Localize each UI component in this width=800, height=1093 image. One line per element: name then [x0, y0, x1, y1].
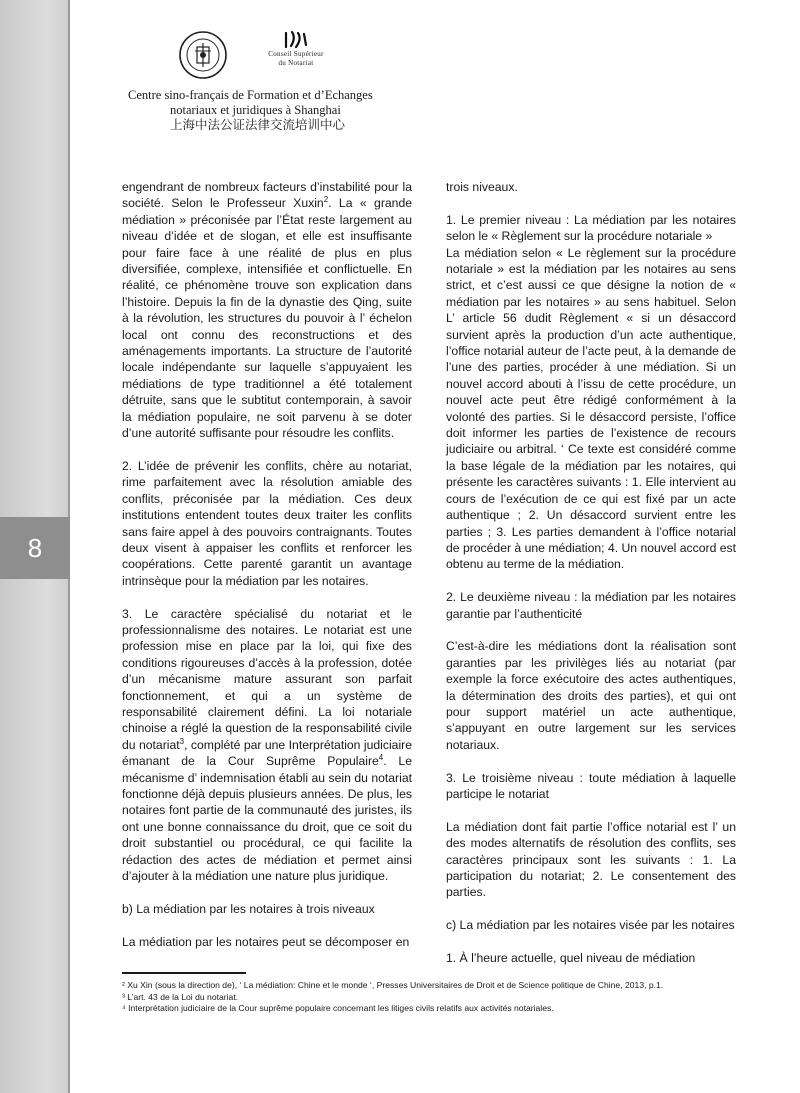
right-paragraph-1: trois niveaux.	[446, 180, 518, 194]
right-column	[446, 179, 736, 966]
left-paragraph-1: engendrant de nombreux facteurs d’instabilité pour la société. Selon le Professeur Xuxin$^2$. La « grande médiation » préconisée par l’État reste largement au niveau d’idée et de slogan, et elle est insuffisante pour faire face à une réalité de plus en plus diversifiée, complexe, intensifiée et conflictuelle. En réalité, ce phénomène trouve son explication dans l’histoire. Depuis la fin de la dynastie des Qing, suite à la révolution, les structures du pouvoir à l’ échelon local ont connu des reconstructions et des aménagements importants. La structure de l’autorité locale indépendante sur laquelle s’appuyaient les médiations de type traditionnel a été totalement détruite, sans que le subtitut contemporain, à savoir la médiation populaire, ne soit parvenu à se doter d’une autorité suffisante pour résoudre les conflits.	[122, 180, 413, 441]
centre-name	[128, 88, 428, 133]
footnote-divider	[122, 972, 246, 974]
header-logos	[178, 30, 418, 85]
council-name	[236, 50, 356, 68]
footnote-ref-2: 2	[323, 195, 329, 205]
right-paragraph-7: 1. À l’heure actuelle, quel niveau de médiation	[446, 950, 696, 965]
right-paragraph-4: C’est-à-dire les médiations dont la réalisation sont garanties par les privilèges liés au notariat (par exemple la force exécutoire des actes authentiques, la détermination des droits des parties), et qui ont pour support matériel un acte authentique, s’appuyant en outre largement sur les services notariaux.	[446, 639, 736, 752]
section-heading-c: c) La médiation par les notaires visée par les notaires	[446, 918, 735, 933]
footnote-4: ⁴ Interprétation judiciaire de la Cour suprême populaire concernant les litiges civils relatifs aux activités notariales.	[122, 1003, 554, 1013]
footnote-3: ³ L’art. 43 de la Loi du notariat.	[122, 991, 239, 1002]
left-column	[122, 179, 412, 950]
left-paragraph-3: 3. Le caractère spécialisé du notariat et le professionnalisme des notaires. Le notariat est une profession mise en place par la loi, qui fixe des conditions rigoureuses d’accès à la profession, dotée d’un mécanisme mature assurant son parfait fonctionnement, et qui a un système de responsabilité clairement défini. La loi notariale chinoise a réglé la question de la responsabilité civile du notariat$^3$, complété par une Interprétation judiciaire émanant de la Cour Suprême Populaire$^4$. Le mécanisme d’ indemnisation établi au sein du notariat fonctionne déjà depuis plusieurs années. De plus, les notaires font partie de la communauté des juristes, ils ont une bonne connaissance du droit, que ce soit du droit substantiel ou procédural, ce qui facilite la rédaction des actes de médiation et permet ainsi d’ajouter à la médiation une nature plus juridique.	[122, 606, 412, 884]
left-paragraph-4: La médiation par les notaires peut se décomposer en	[122, 934, 410, 949]
council-name-line1: Conseil Supérieur	[268, 50, 324, 58]
notariat-emblem-icon	[236, 30, 356, 50]
centre-name-line3: 上海中法公证法律交流培训中心	[170, 118, 346, 132]
conseil-superieur-logo	[236, 30, 356, 85]
level-3-title: 3. Le troisième niveau : toute médiation à laquelle participe le notariat	[446, 770, 736, 801]
centre-name-line2: notariaux et juridiques à Shanghai	[170, 103, 341, 117]
centre-seal-logo	[178, 30, 228, 80]
right-paragraph-6: La médiation dont fait partie l’office notarial est l’ un des modes alternatifs de résolution des conflits, ses caractères principaux sont les suivants : 1. La participation du notariat; 2. Le consentement des parties.	[446, 819, 736, 900]
right-paragraph-2	[446, 212, 736, 573]
footnote-ref-3: 3	[179, 736, 185, 746]
level-1-title: 1. Le premier niveau : La médiation par les notaires selon le « Règlement sur la procédure notariale »	[446, 212, 736, 244]
centre-name-line1: Centre sino-français de Formation et d’Echanges	[128, 88, 373, 102]
left-paragraph-2: 2. L’idée de prévenir les conflits, chère au notariat, rime parfaitement avec la résolution amiable des conflits, préconisée par la médiation. Ces deux institutions entendent toutes deux traiter les conflits sans faire appel à des pouvoirs contraignants. Toutes deux visent à appaiser les conflits et renforcer les coopérations. Cette parenté garantit un avantage intrinsèque pour la médiation par les notaires.	[122, 458, 412, 588]
footnotes	[122, 980, 762, 1015]
footnote-2: ² Xu Xin (sous la direction de), ‘ La médiation: Chine et le monde ‘, Presses Universitaires de Droit et de Science politique de Chine, 2013, p.1.	[122, 980, 664, 990]
section-heading-b: b) La médiation par les notaires à trois niveaux	[122, 901, 375, 916]
page-number: 8	[27, 532, 43, 563]
page-header	[118, 30, 418, 132]
council-name-line2: du Notariat	[278, 59, 314, 67]
footnote-ref-4: 4	[378, 753, 384, 763]
page-number-tab	[0, 517, 70, 579]
level-1-body: La médiation selon « Le règlement sur la procédure notariale » est la médiation par les notaires au sens strict, et c’est aussi ce que désigne la notion de « médiation par les notaires » au sens habituel. Selon L’ article 56 dudit Règlement « si un désaccord survient après la production d’un acte authentique, l’office notarial auteur de l’acte peut, à la demande de l’une des parties, procéder à une médiation. Si un nouvel accord abouti à l’issu de cette procédure, un nouvel acte peut être rédigé conformément à la volonté des parties. Si le désaccord persiste, l’office doit informer les parties de l’existence de recours judiciaire ou arbitral. ‘ Ce texte est considéré comme la base légale de la médiation par les notaires, qui présente les caractères suivants : 1. Elle intervient au cours de l’exécution de ce qui est fixé par un acte authentique ; 2. Un désaccord survient entre les parties ; 3. Les parties demandent à l’office notarial de procéder à une médiation; 4. Un nouvel accord est obtenu au terme de la médiation.	[446, 245, 736, 572]
level-2-title: 2. Le deuxième niveau : la médiation par les notaires garantie par l’authenticité	[446, 590, 736, 621]
